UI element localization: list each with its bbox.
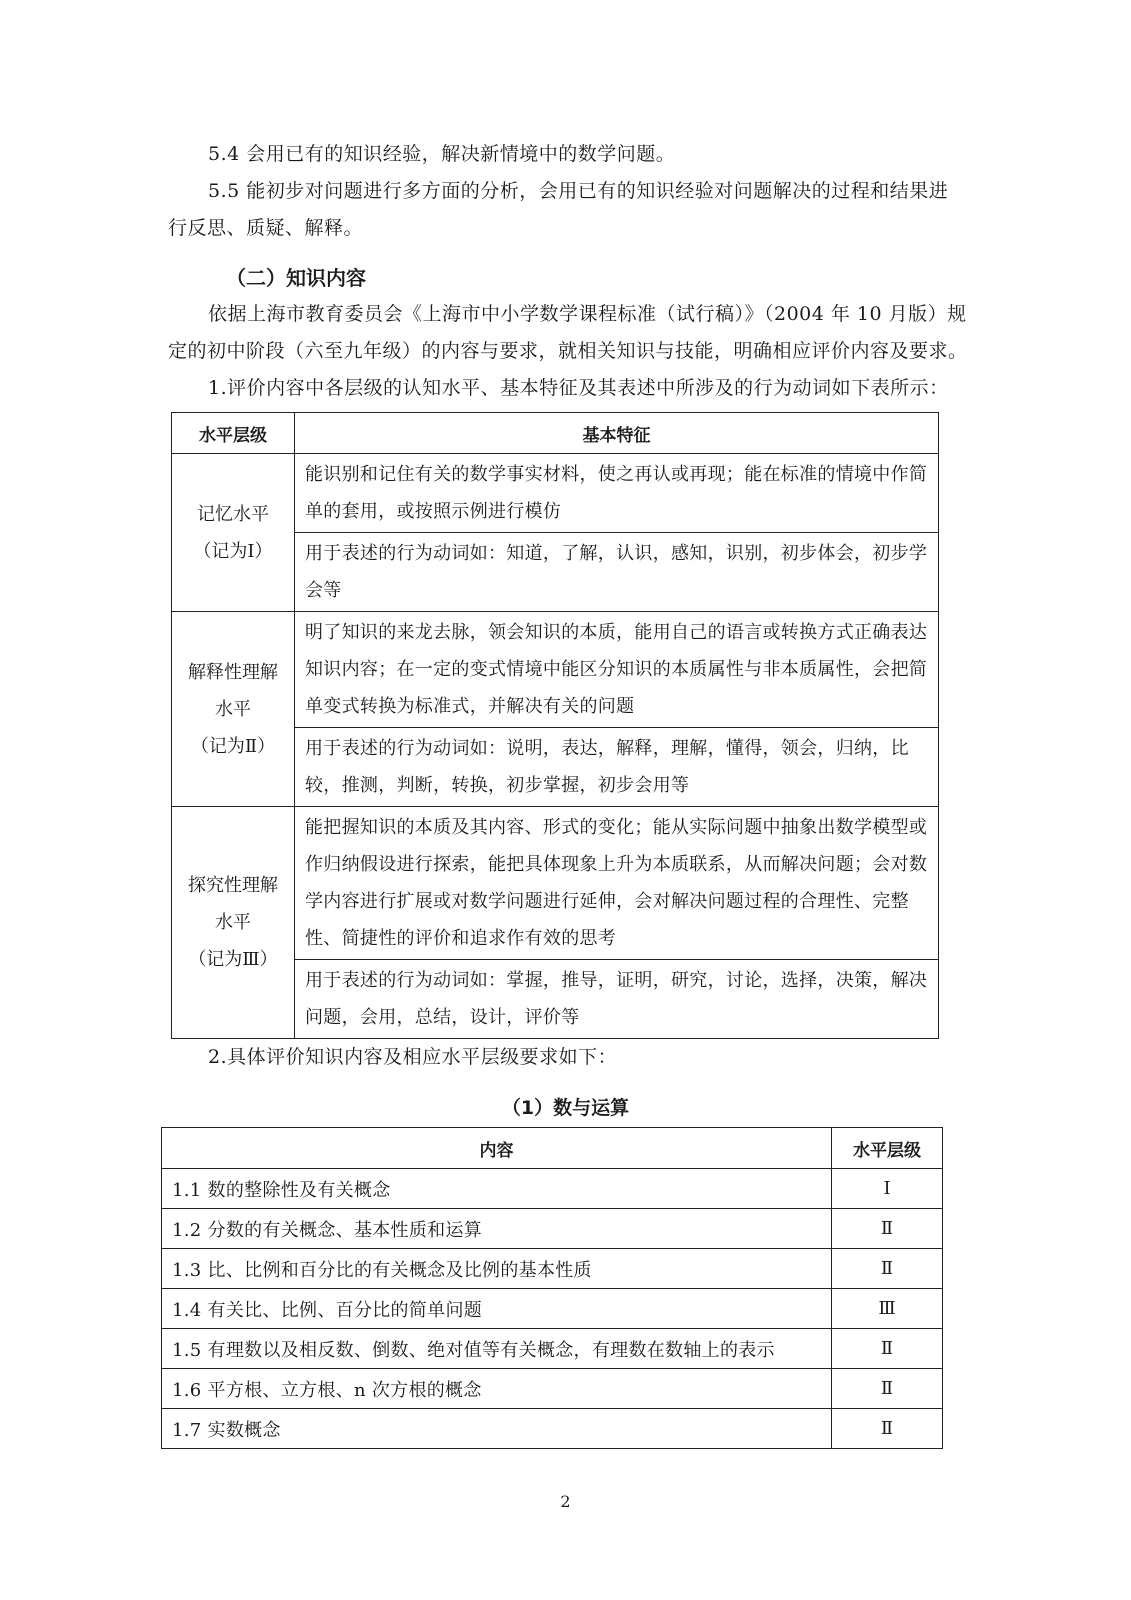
level-cell: Ⅱ: [832, 1209, 943, 1249]
level-name: 记忆水平: [197, 503, 269, 525]
table-row: [162, 1169, 943, 1209]
intro-line1: 依据上海市教育委员会《上海市中小学数学课程标准（试行稿）》（2004 年 10 月版）规: [208, 303, 967, 325]
content-cell: 1.2 分数的有关概念、基本性质和运算: [162, 1209, 832, 1249]
header-content: 内容: [162, 1128, 832, 1169]
content-table-header: [162, 1128, 943, 1169]
verbs-cell: 用于表述的行为动词如：说明，表达，解释，理解，懂得，领会，归纳，比较，推测，判断，转换，初步掌握，初步会用等: [295, 728, 939, 807]
content-cell: 1.5 有理数以及相反数、倒数、绝对值等有关概念，有理数在数轴上的表示: [162, 1329, 832, 1369]
level-cell: Ⅱ: [832, 1409, 943, 1449]
level-name: 探究性理解: [188, 875, 278, 896]
content-cell: 1.4 有关比、比例、百分比的简单问题: [162, 1289, 832, 1329]
section-heading: （二）知识内容: [226, 266, 366, 290]
verbs-cell: 用于表述的行为动词如：掌握，推导，证明，研究，讨论，选择，决策，解决问题，会用，总结，设计，评价等: [295, 960, 939, 1039]
feature-cell: 能把握知识的本质及其内容、形式的变化；能从实际问题中抽象出数学模型或作归纳假设进行探索，能把具体现象上升为本质联系，从而解决问题；会对数学内容进行扩展或对数学问题进行延伸，会对解决问题过程的合理性、完整性、简捷性的评价和追求作有效的思考: [295, 807, 939, 960]
level-cell: Ⅱ: [832, 1249, 943, 1289]
paragraph-5-5-line2: 行反思、质疑、解释。: [168, 217, 364, 239]
header-level: 水平层级: [172, 413, 295, 454]
table-row: [172, 454, 939, 533]
table-row: [162, 1249, 943, 1289]
level-cell: [172, 807, 295, 1039]
table-row: [172, 807, 939, 960]
content-cell: 1.1 数的整除性及有关概念: [162, 1169, 832, 1209]
page-number: 2: [560, 1492, 571, 1511]
level-code: （记为Ⅰ）: [193, 540, 273, 562]
item1-text: 1.评价内容中各层级的认知水平、基本特征及其表述中所涉及的行为动词如下表所示：: [208, 377, 949, 399]
intro-line2: 定的初中阶段（六至九年级）的内容与要求，就相关知识与技能，明确相应评价内容及要求。: [168, 340, 968, 362]
level-cell: Ⅱ: [832, 1329, 943, 1369]
verbs-cell: 用于表述的行为动词如：知道，了解，认识，感知，识别，初步体会，初步学会等: [295, 533, 939, 612]
feature-cell: 明了知识的来龙去脉，领会知识的本质，能用自己的语言或转换方式正确表达知识内容；在一定的变式情境中能区分知识的本质属性与非本质属性，会把简单变式转换为标准式，并解决有关的问题: [295, 612, 939, 728]
level-name-cont: 水平: [215, 698, 251, 720]
content-cell: 1.3 比、比例和百分比的有关概念及比例的基本性质: [162, 1249, 832, 1289]
header-level: 水平层级: [832, 1128, 943, 1169]
level-cell: Ⅰ: [832, 1169, 943, 1209]
table-row: [162, 1289, 943, 1329]
table-row: [162, 1209, 943, 1249]
feature-cell: 能识别和记住有关的数学事实材料，使之再认或再现；能在标准的情境中作简单的套用，或按照示例进行模仿: [295, 454, 939, 533]
paragraph-5-4: 5.4 会用已有的知识经验，解决新情境中的数学问题。: [208, 143, 676, 165]
table-row: [162, 1329, 943, 1369]
item2-text: 2.具体评价知识内容及相应水平层级要求如下：: [208, 1046, 618, 1068]
table-row: [162, 1369, 943, 1409]
levels-table-header: [172, 413, 939, 454]
level-code: （记为Ⅲ）: [188, 949, 278, 970]
table-caption: （1）数与运算: [501, 1097, 630, 1119]
table-row: [172, 612, 939, 728]
header-feature: 基本特征: [295, 413, 939, 454]
content-cell: 1.7 实数概念: [162, 1409, 832, 1449]
content-cell: 1.6 平方根、立方根、n 次方根的概念: [162, 1369, 832, 1409]
content-table: [161, 1127, 943, 1449]
level-code: （记为Ⅱ）: [190, 735, 276, 757]
level-name: 解释性理解: [188, 661, 278, 683]
table-row: [162, 1409, 943, 1449]
level-cell: Ⅲ: [832, 1289, 943, 1329]
level-cell: Ⅱ: [832, 1369, 943, 1409]
levels-table: [171, 412, 939, 1039]
level-cell: [172, 454, 295, 612]
paragraph-5-5-line1: 5.5 能初步对问题进行多方面的分析，会用已有的知识经验对问题解决的过程和结果进: [208, 180, 949, 202]
level-name-cont: 水平: [215, 912, 251, 933]
level-cell: [172, 612, 295, 807]
